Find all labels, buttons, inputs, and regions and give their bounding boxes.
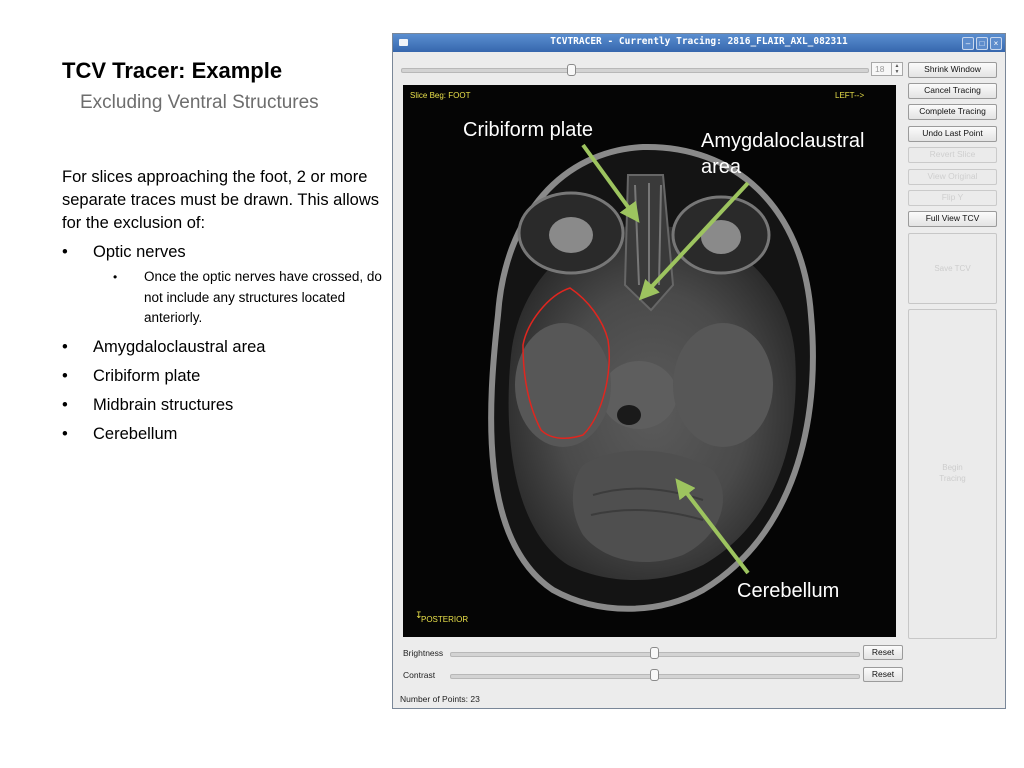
sub-bullet-list xyxy=(93,267,382,329)
full-view-tcv-button[interactable]: Full View TCV xyxy=(908,211,997,227)
sub-bullet-item: • Once the optic nerves have crossed, do not include any structures located anteriorly. xyxy=(93,267,382,329)
bullet-item: • Cerebellum xyxy=(62,423,382,445)
close-icon[interactable]: × xyxy=(990,37,1002,50)
flip-y-button[interactable]: Flip Y xyxy=(908,190,997,206)
slide-subtitle: Excluding Ventral Structures xyxy=(80,92,319,113)
posterior-arrow-icon: ↧ xyxy=(415,610,423,620)
begin-tracing-button[interactable] xyxy=(908,309,997,639)
bullet-item xyxy=(62,241,382,329)
slice-begin-label: Slice Beg: FOOT xyxy=(410,91,471,100)
shrink-window-button[interactable]: Shrink Window xyxy=(908,62,997,78)
app-window xyxy=(392,33,1006,709)
slide-title: TCV Tracer: Example xyxy=(62,58,283,83)
contrast-label: Contrast xyxy=(403,670,436,680)
maximize-icon[interactable]: □ xyxy=(976,37,988,50)
contrast-slider-handle[interactable] xyxy=(650,669,659,681)
undo-last-point-button[interactable]: Undo Last Point xyxy=(908,126,997,142)
brightness-label: Brightness xyxy=(403,648,444,658)
slice-slider-handle[interactable] xyxy=(567,64,576,76)
bullet-item: • Midbrain structures xyxy=(62,394,382,416)
left-direction-label: LEFT--> xyxy=(835,91,865,100)
spin-down-icon[interactable]: ▼ xyxy=(894,69,900,75)
slice-spinbox[interactable] xyxy=(871,62,903,76)
begin-tracing-label: Begin Tracing xyxy=(939,463,966,483)
window-controls xyxy=(962,37,1002,50)
brightness-reset-button[interactable]: Reset xyxy=(863,645,903,660)
window-titlebar[interactable] xyxy=(393,34,1005,52)
cribiform-label: Cribiform plate xyxy=(463,119,594,141)
slide-body xyxy=(62,166,382,452)
revert-slice-button[interactable]: Revert Slice xyxy=(908,147,997,163)
bullet-item: • Amygdaloclaustral area xyxy=(62,336,382,358)
point-count-status: Number of Points: 23 xyxy=(400,694,480,704)
amygdaloclaustral-label-line2: area xyxy=(701,156,742,178)
bullet-list xyxy=(62,241,382,445)
slice-number: 18 xyxy=(875,64,885,74)
amygdaloclaustral-label-line1: Amygdaloclaustral xyxy=(701,130,865,152)
save-tcv-label: Save TCV xyxy=(934,264,971,273)
save-tcv-button[interactable] xyxy=(908,233,997,304)
cancel-tracing-button[interactable]: Cancel Tracing xyxy=(908,83,997,99)
posterior-label: POSTERIOR xyxy=(421,615,469,624)
view-original-button[interactable]: View Original xyxy=(908,169,997,185)
contrast-reset-button[interactable]: Reset xyxy=(863,667,903,682)
spin-up-icon[interactable]: ▲ xyxy=(894,63,900,69)
minimize-icon[interactable]: – xyxy=(962,37,974,50)
spin-arrows[interactable] xyxy=(891,63,902,75)
image-viewer[interactable] xyxy=(403,85,896,637)
bullet-text: Optic nerves xyxy=(93,243,186,261)
intro-text: For slices approaching the foot, 2 or more separate traces must be drawn. This allows for the exclusion of: xyxy=(62,168,380,232)
slice-slider[interactable] xyxy=(401,68,869,73)
cerebellum-label: Cerebellum xyxy=(737,580,840,602)
amygdaloclaustral-label xyxy=(701,128,864,180)
bullet-item: • Cribiform plate xyxy=(62,365,382,387)
brightness-slider-handle[interactable] xyxy=(650,647,659,659)
complete-tracing-button[interactable]: Complete Tracing xyxy=(908,104,997,120)
window-title: TCVTRACER - Currently Tracing: 2816_FLAIR_AXL_082311 xyxy=(550,36,848,47)
